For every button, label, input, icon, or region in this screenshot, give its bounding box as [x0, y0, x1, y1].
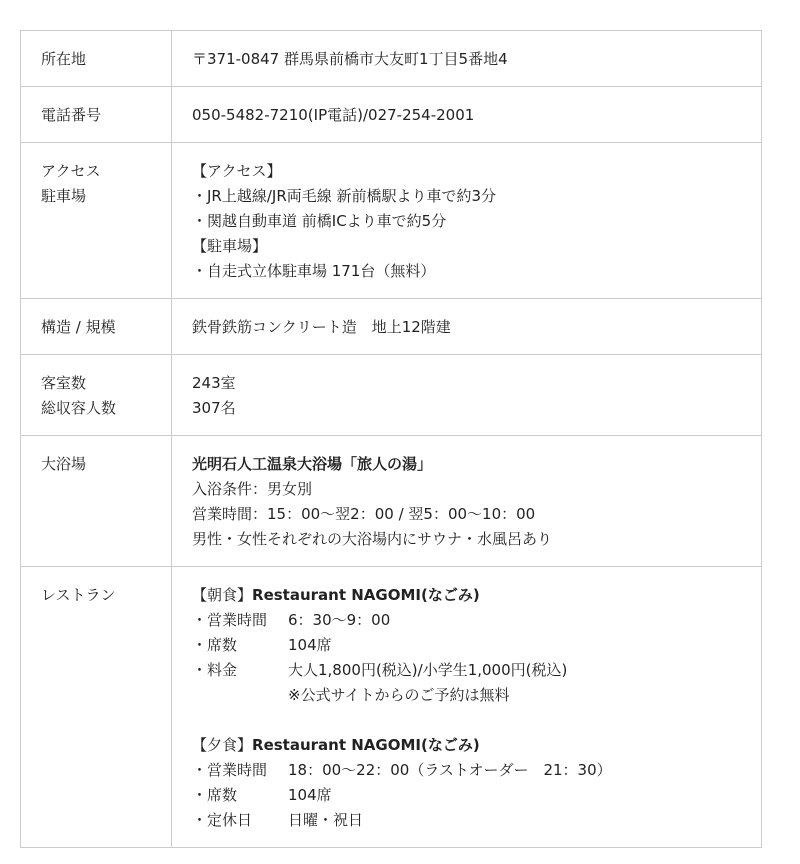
- row-value-structure: 鉄骨鉄筋コンクリート造 地上12階建: [172, 299, 762, 355]
- breakfast-hours-key: ・営業時間: [192, 611, 268, 629]
- table-row-access: [21, 143, 762, 299]
- bath-title: 光明石人工温泉大浴場「旅人の湯」: [192, 455, 433, 473]
- row-label-phone: 電話番号: [21, 87, 172, 143]
- dinner-closed-value: 日曜・祝日: [288, 811, 364, 829]
- hotel-info-table: [20, 30, 762, 848]
- table-row-rooms: [21, 355, 762, 436]
- breakfast-heading: [192, 583, 741, 608]
- parking-heading: 【駐車場】: [192, 237, 268, 255]
- table-row-location: [21, 31, 762, 87]
- access-train: ・JR上越線/JR両毛線 新前橋駅より車で約3分: [192, 187, 497, 205]
- parking-detail: ・自走式立体駐車場 171台（無料）: [192, 262, 436, 280]
- bath-conditions: 入浴条件：男女別: [192, 480, 313, 498]
- dinner-closed: [192, 808, 741, 833]
- spacer: [192, 708, 741, 733]
- access-car: ・関越自動車道 前橋ICより車で約5分: [192, 212, 447, 230]
- breakfast-hours: [192, 608, 741, 633]
- row-value-restaurant: [172, 567, 762, 848]
- rooms-label: 客室数: [41, 374, 87, 392]
- dinner-heading: [192, 733, 741, 758]
- row-label-restaurant: レストラン: [21, 567, 172, 848]
- breakfast-price-key: ・料金: [192, 661, 238, 679]
- row-value-rooms: [172, 355, 762, 436]
- capacity-value: 307名: [192, 399, 236, 417]
- breakfast-hours-value: 6：30〜9：00: [288, 611, 391, 629]
- row-value-access: [172, 143, 762, 299]
- breakfast-price-note: ※公式サイトからのご予約は無料: [288, 686, 510, 704]
- parking-label: 駐車場: [41, 187, 87, 205]
- dinner-seats-value: 104席: [288, 786, 332, 804]
- dinner-seats-key: ・席数: [192, 786, 238, 804]
- access-heading: 【アクセス】: [192, 162, 282, 180]
- dinner-hours: [192, 758, 741, 783]
- table-row-bath: [21, 436, 762, 567]
- table-row-structure: [21, 299, 762, 355]
- dinner-hours-value: 18：00〜22：00（ラストオーダー 21：30）: [288, 761, 612, 779]
- row-value-phone: 050-5482-7210(IP電話)/027-254-2001: [172, 87, 762, 143]
- dinner-seats: [192, 783, 741, 808]
- row-label-bath: 大浴場: [21, 436, 172, 567]
- breakfast-seats: [192, 633, 741, 658]
- breakfast-restaurant-name: Restaurant NAGOMI(なごみ): [252, 586, 480, 604]
- row-label-location: 所在地: [21, 31, 172, 87]
- row-value-location: 〒371-0847 群馬県前橋市大友町1丁目5番地4: [172, 31, 762, 87]
- breakfast-price-value: 大人1,800円(税込)/小学生1,000円(税込): [288, 661, 568, 679]
- access-label: アクセス: [41, 162, 101, 180]
- row-label-structure: 構造 / 規模: [21, 299, 172, 355]
- breakfast-seats-value: 104席: [288, 636, 332, 654]
- breakfast-seats-key: ・席数: [192, 636, 238, 654]
- breakfast-prefix: 【朝食】: [192, 586, 253, 604]
- table-row-restaurant: [21, 567, 762, 848]
- table-row-phone: [21, 87, 762, 143]
- dinner-restaurant-name: Restaurant NAGOMI(なごみ): [252, 736, 480, 754]
- row-label-rooms: [21, 355, 172, 436]
- rooms-value: 243室: [192, 374, 236, 392]
- row-label-access: [21, 143, 172, 299]
- bath-hours: 営業時間：15：00〜翌2：00 / 翌5：00〜10：00: [192, 505, 536, 523]
- row-value-bath: [172, 436, 762, 567]
- dinner-prefix: 【夕食】: [192, 736, 253, 754]
- dinner-hours-key: ・営業時間: [192, 761, 268, 779]
- dinner-closed-key: ・定休日: [192, 811, 253, 829]
- breakfast-price: [192, 658, 741, 683]
- bath-sauna-note: 男性・女性それぞれの大浴場内にサウナ・水風呂あり: [192, 530, 553, 548]
- capacity-label: 総収容人数: [41, 399, 117, 417]
